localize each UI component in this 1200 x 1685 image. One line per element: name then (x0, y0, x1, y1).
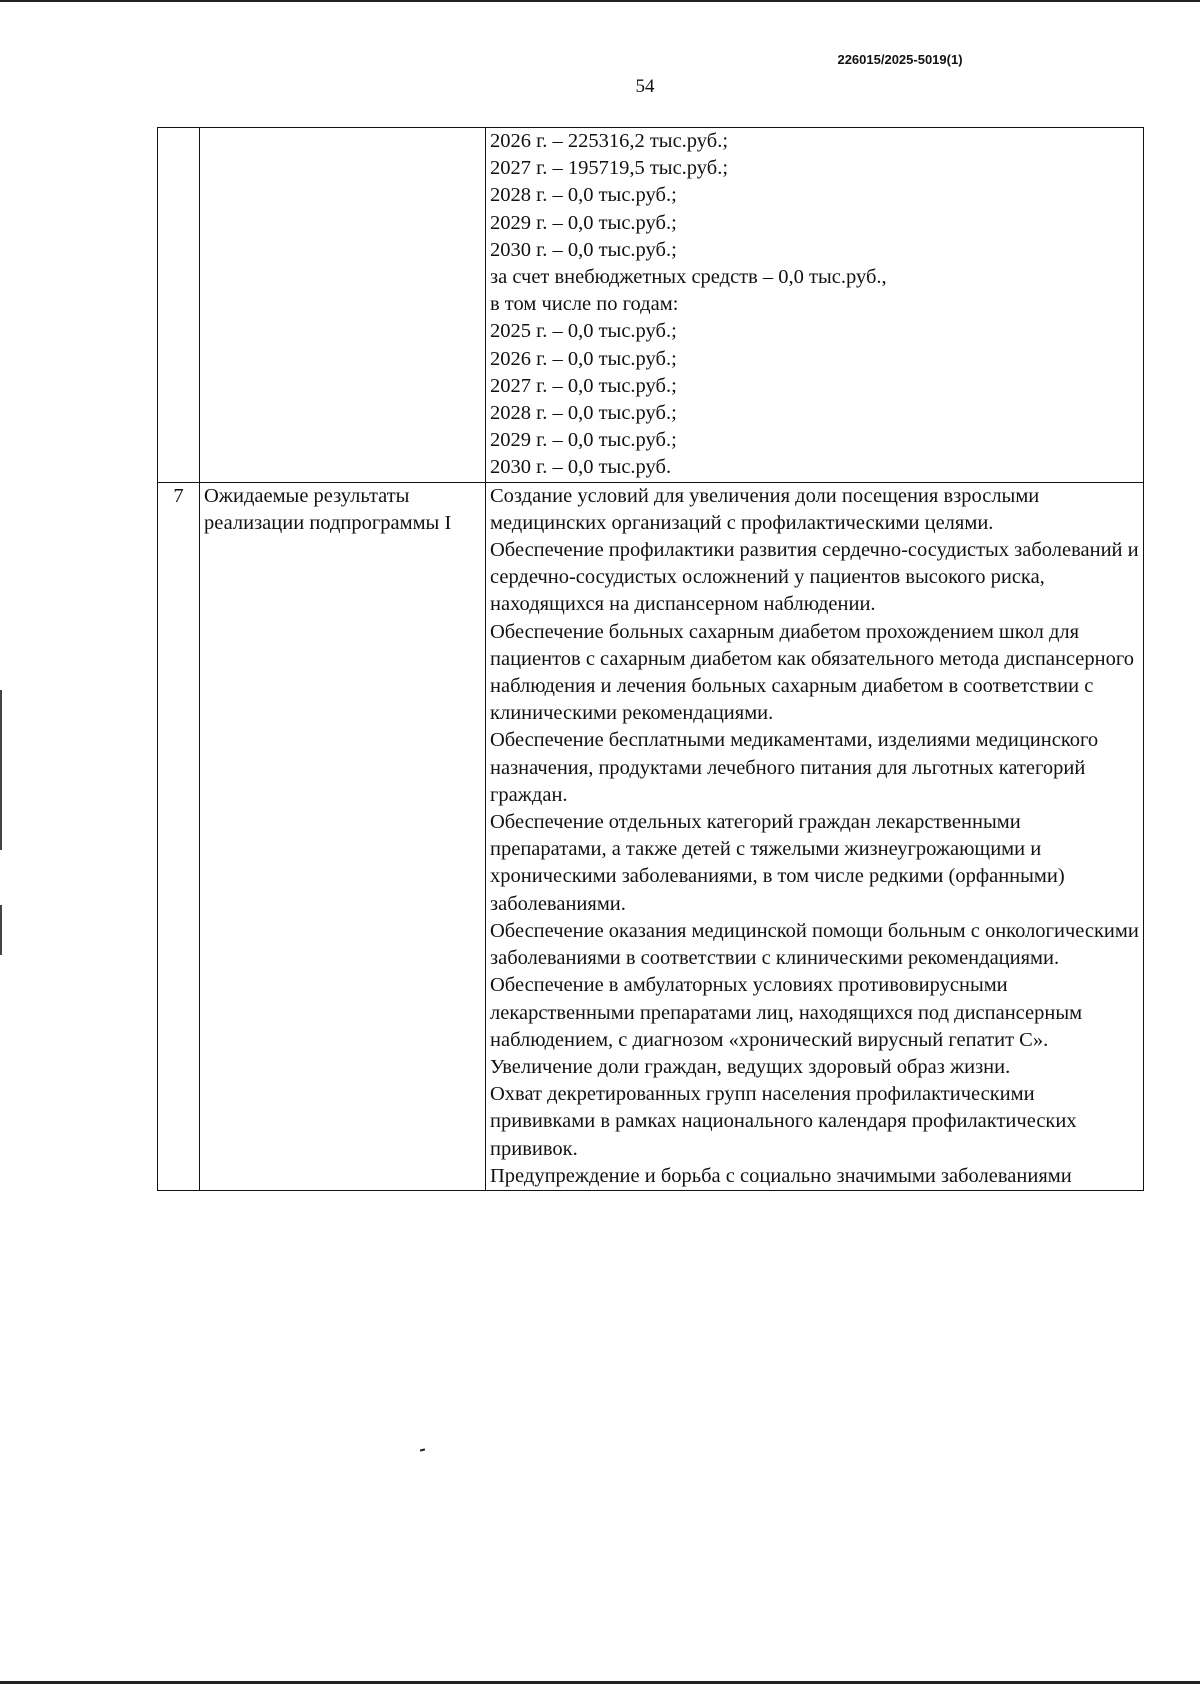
result-paragraph: Обеспечение оказания медицинской помощи больным с онкологическими заболеваниями в соответствии с клиническими рекомендациями. (490, 919, 1139, 970)
page-bottom-border (0, 1681, 1200, 1684)
financing-line: 2028 г. – 0,0 тыс.руб.; (490, 402, 677, 425)
row-number: 7 (158, 482, 200, 1190)
financing-line: 2027 г. – 195719,5 тыс.руб.; (490, 157, 729, 180)
financing-line: 2030 г. – 0,0 тыс.руб.; (490, 238, 677, 261)
result-paragraph: Создание условий для увеличения доли посещения взрослыми медицинских организаций с профилактическими целями. (490, 484, 1040, 534)
result-paragraph: Обеспечение профилактики развития сердечно-сосудистых заболеваний и сердечно-сосудистых осложнений у пациентов высокого риска, находящихся на диспансерном наблюдении. (490, 539, 1139, 616)
scan-speck (420, 1448, 425, 1451)
result-paragraph: Обеспечение в амбулаторных условиях противовирусными лекарственными препаратами лиц, находящихся под диспансерным наблюдением, с диагнозом «хронический вирусный гепатит С». (490, 974, 1083, 1051)
financing-line: 2025 г. – 0,0 тыс.руб.; (490, 320, 677, 343)
row-number-cell (158, 128, 200, 483)
page-number: 54 (635, 76, 655, 97)
result-paragraph: Обеспечение отдельных категорий граждан лекарственными препаратами, а также детей с тяжелыми жизнеугрожающими и хроническими заболеваниями, в том числе редкими (орфанными) заболеваниями. (490, 811, 1065, 915)
row-label-cell (200, 128, 486, 483)
expected-results-cell (486, 482, 1144, 1190)
financing-line: 2028 г. – 0,0 тыс.руб.; (490, 184, 677, 207)
result-paragraph: Обеспечение бесплатными медикаментами, изделиями медицинского назначения, продуктами лечебного питания для льготных категорий граждан. (490, 729, 1099, 806)
table-row-continuation (158, 128, 1144, 483)
page-top-border (0, 0, 1200, 2)
financing-line: 2029 г. – 0,0 тыс.руб.; (490, 211, 677, 234)
scan-margin-mark (0, 690, 2, 850)
result-paragraph: Охват декретированных групп населения профилактическими прививками в рамках национального календаря профилактических прививок. (490, 1083, 1077, 1160)
financing-line: 2026 г. – 0,0 тыс.руб.; (490, 347, 677, 370)
result-paragraph: Предупреждение и борьба с социально значимыми заболеваниями (490, 1164, 1072, 1187)
table-row-7 (158, 482, 1144, 1190)
financing-line: 2030 г. – 0,0 тыс.руб. (490, 456, 672, 479)
financing-line: 2027 г. – 0,0 тыс.руб.; (490, 374, 677, 397)
financing-line: за счет внебюджетных средств – 0,0 тыс.руб., (490, 266, 887, 289)
financing-line: в том числе по годам: (490, 293, 679, 316)
program-table (157, 127, 1144, 1191)
financing-cell (486, 128, 1144, 483)
scan-margin-mark (0, 905, 2, 955)
result-paragraph: Увеличение доли граждан, ведущих здоровый образ жизни. (490, 1055, 1011, 1078)
financing-line: 2029 г. – 0,0 тыс.руб.; (490, 429, 677, 452)
result-paragraph: Обеспечение больных сахарным диабетом прохождением школ для пациентов с сахарным диабетом как обязательного метода диспансерного наблюдения и лечения больных сахарным диабетом в соответствии с клиническими рекомендациями. (490, 620, 1134, 725)
row-label: Ожидаемые результаты реализации подпрограммы I (200, 482, 486, 1190)
financing-line: 2026 г. – 225316,2 тыс.руб.; (490, 130, 729, 152)
document-id: 226015/2025-5019(1) (837, 52, 963, 67)
